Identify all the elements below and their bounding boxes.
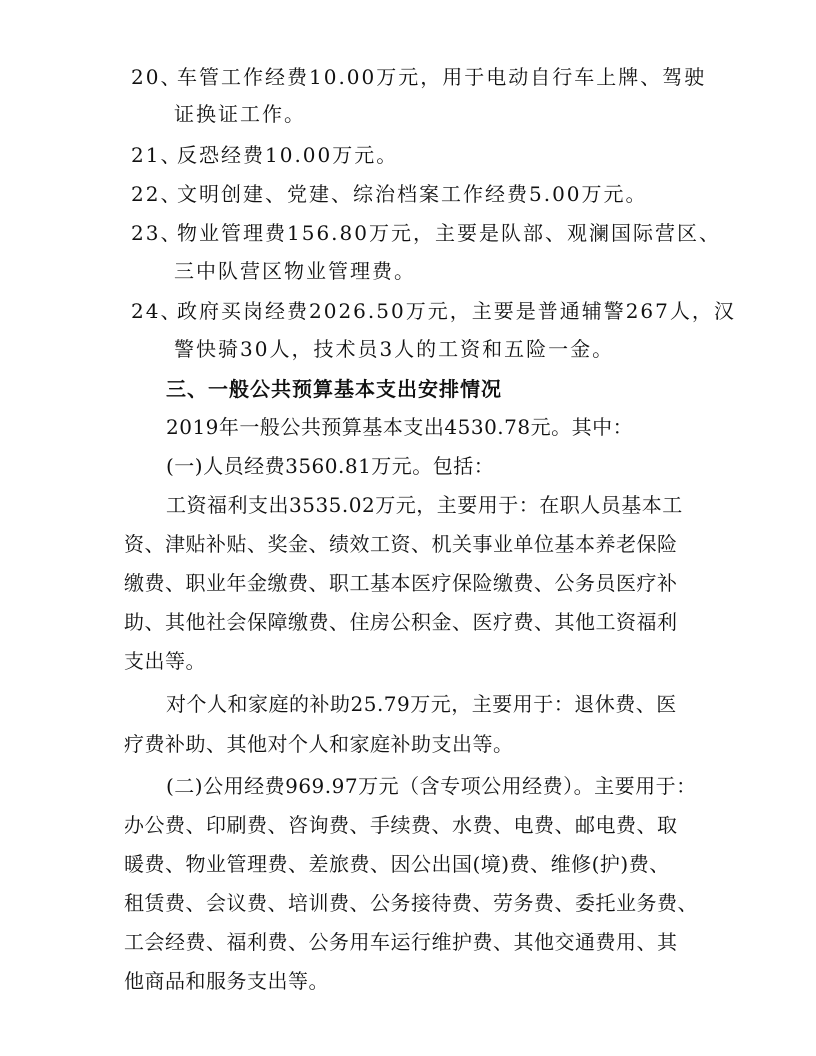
subsidy-line-2: 疗费补助、其他对个人和家庭补助支出等。 xyxy=(124,732,514,756)
personnel-title: (一)人员经费3560.81万元。包括： xyxy=(166,454,495,478)
item-23-text: 物业管理费156.80万元，主要是队部、观澜国际营区、 xyxy=(177,221,721,245)
item-22-text: 文明创建、党建、综治档案工作经费5.00万元。 xyxy=(177,182,648,206)
item-23-line-2: 三中队营区物业管理费。 xyxy=(174,259,416,283)
item-23-line-1 xyxy=(131,220,721,246)
item-23-number: 23、 xyxy=(131,221,183,245)
public-line-1: (二)公用经费969.97万元（含专项公用经费）。主要用于： xyxy=(166,774,697,798)
item-22-line-1 xyxy=(131,181,648,207)
item-20-text: 车管工作经费10.00万元，用于电动自行车上牌、驾驶 xyxy=(177,65,707,89)
section-intro: 2019年一般公共预算基本支出4530.78元。其中： xyxy=(166,415,634,439)
item-24-line-1 xyxy=(131,298,736,324)
public-line-5: 工会经费、福利费、公务用车运行维护费、其他交通费用、其 xyxy=(124,930,678,954)
item-21-number: 21、 xyxy=(131,143,183,167)
item-24-text: 政府买岗经费2026.50万元，主要是普通辅警267人，汉 xyxy=(177,299,736,323)
item-20-number: 20、 xyxy=(131,65,183,89)
wage-line-3: 缴费、职业年金缴费、职工基本医疗保险缴费、公务员医疗补 xyxy=(124,571,678,595)
public-line-6: 他商品和服务支出等。 xyxy=(124,969,329,993)
section-heading: 三、一般公共预算基本支出安排情况 xyxy=(166,377,502,401)
item-22-number: 22、 xyxy=(131,182,183,206)
wage-line-1: 工资福利支出3535.02万元，主要用于：在职人员基本工 xyxy=(166,493,683,517)
item-20-line-2: 证换证工作。 xyxy=(174,102,306,126)
wage-line-4: 助、其他社会保障缴费、住房公积金、医疗费、其他工资福利 xyxy=(124,610,678,634)
public-line-2: 办公费、印刷费、咨询费、手续费、水费、电费、邮电费、取 xyxy=(124,813,678,837)
item-24-line-2: 警快骑30人，技术员3人的工资和五险一金。 xyxy=(174,337,615,361)
subsidy-line-1: 对个人和家庭的补助25.79万元，主要用于：退休费、医 xyxy=(166,692,677,716)
wage-line-5: 支出等。 xyxy=(124,649,206,673)
wage-line-2: 资、津贴补贴、奖金、绩效工资、机关事业单位基本养老保险 xyxy=(124,532,678,556)
item-20-line-1 xyxy=(131,64,706,90)
public-line-3: 暖费、物业管理费、差旅费、因公出国(境)费、维修(护)费、 xyxy=(124,852,670,876)
item-21-line-1 xyxy=(131,142,398,168)
item-24-number: 24、 xyxy=(131,299,183,323)
public-line-4: 租赁费、会议费、培训费、公务接待费、劳务费、委托业务费、 xyxy=(124,891,698,915)
item-21-text: 反恐经费10.00万元。 xyxy=(177,143,399,167)
